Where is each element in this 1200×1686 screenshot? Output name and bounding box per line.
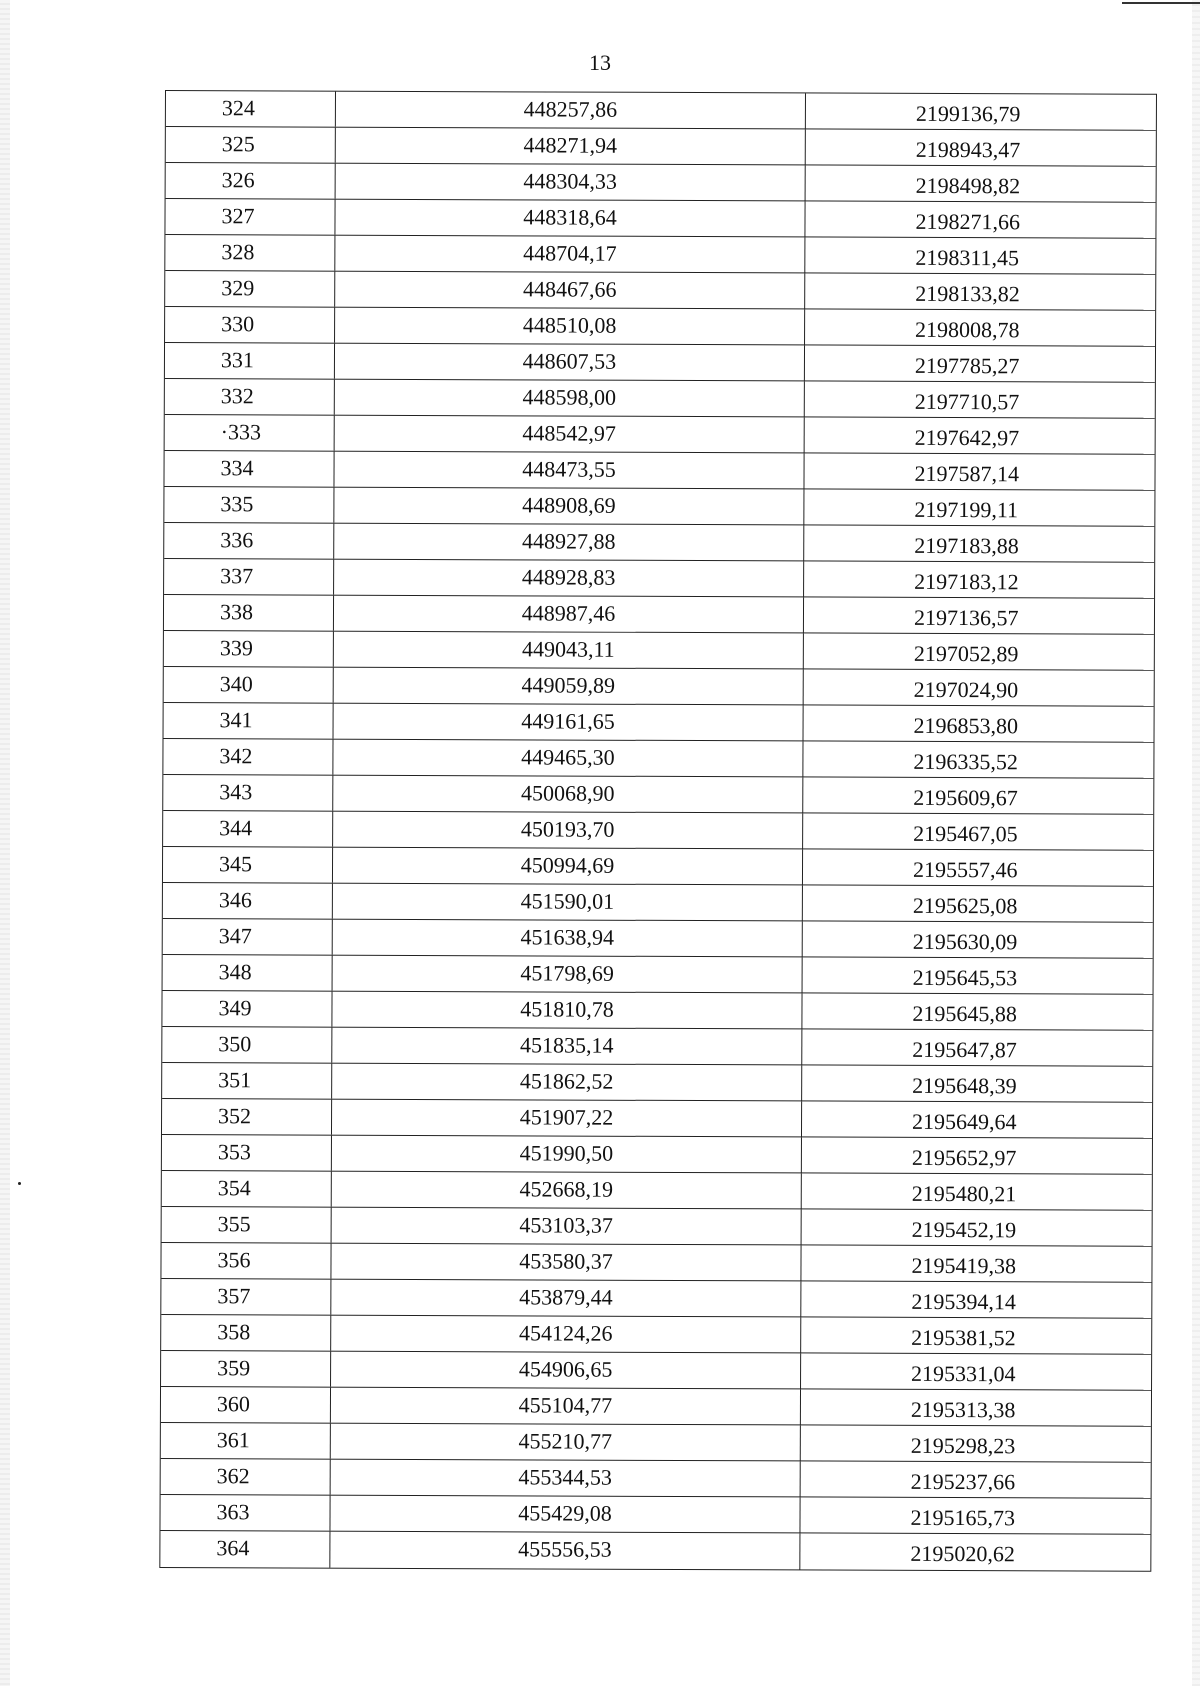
x-coordinate-cell: 455556,53 — [330, 1532, 800, 1570]
y-coordinate-cell: 2195609,67 — [913, 784, 1018, 811]
point-number-cell: 352 — [162, 1099, 332, 1135]
x-coordinate-cell: 451862,52 — [332, 1064, 802, 1101]
table-row — [164, 487, 1154, 527]
table-row — [163, 955, 1153, 995]
scan-edge-right — [1192, 0, 1200, 1686]
point-number-cell: 348 — [163, 955, 333, 991]
x-coordinate-cell: 448908,69 — [334, 488, 804, 525]
y-coordinate-cell: 2197710,57 — [914, 388, 1020, 415]
table-row — [163, 919, 1153, 959]
y-coordinate-cell: 2199136,79 — [915, 100, 1021, 127]
table-row — [162, 991, 1152, 1031]
y-coordinate-cell: 2198271,66 — [915, 208, 1021, 235]
table-row — [164, 559, 1154, 599]
point-number-cell: 361 — [161, 1423, 331, 1459]
y-coordinate-cell: 2196335,52 — [913, 748, 1018, 775]
point-number-cell: 329 — [165, 271, 335, 307]
table-row — [162, 1027, 1152, 1067]
x-coordinate-cell: 454906,65 — [331, 1352, 801, 1389]
x-coordinate-cell: 448271,94 — [336, 128, 806, 165]
y-coordinate-cell: 2196853,80 — [913, 712, 1019, 739]
point-number-cell: 357 — [161, 1279, 331, 1315]
x-coordinate-cell: 451907,22 — [332, 1100, 802, 1137]
table-row — [161, 1279, 1151, 1319]
x-coordinate-cell: 448257,86 — [336, 92, 806, 129]
x-coordinate-cell: 448510,08 — [335, 308, 805, 345]
point-number-cell: 354 — [162, 1171, 332, 1207]
point-number-cell: 344 — [163, 811, 333, 847]
y-coordinate-cell: 2197587,14 — [914, 460, 1020, 487]
table-row — [165, 379, 1155, 419]
x-coordinate-cell: 448987,46 — [334, 596, 804, 633]
y-coordinate-cell: 2195625,08 — [912, 892, 1018, 919]
y-coordinate-cell: 2198498,82 — [915, 172, 1021, 199]
point-number-cell: 337 — [164, 559, 334, 595]
table-row — [165, 415, 1155, 455]
y-coordinate-cell: 2198311,45 — [915, 244, 1020, 271]
top-edge-rule — [1122, 2, 1200, 4]
x-coordinate-cell: 448928,83 — [334, 560, 804, 597]
x-coordinate-cell: 452668,19 — [332, 1172, 802, 1209]
point-number-cell: 351 — [162, 1063, 332, 1099]
point-number-cell: 356 — [161, 1243, 331, 1279]
y-coordinate-cell: 2198943,47 — [915, 136, 1021, 163]
point-number-cell: 353 — [162, 1135, 332, 1171]
scan-speck — [18, 1182, 21, 1185]
point-number-cell: 331 — [165, 343, 335, 379]
table-row — [161, 1387, 1151, 1427]
y-coordinate-cell: 2195298,23 — [910, 1432, 1016, 1459]
y-coordinate-cell: 2195645,53 — [912, 964, 1018, 991]
table-row — [166, 127, 1156, 167]
point-number-cell: 347 — [163, 919, 333, 955]
point-number-cell: 345 — [163, 847, 333, 883]
x-coordinate-cell: 448318,64 — [335, 200, 805, 237]
x-coordinate-cell: 455429,08 — [330, 1496, 800, 1533]
point-number-cell: 336 — [164, 523, 334, 559]
point-number-cell: ·333 — [165, 415, 335, 451]
table-row — [165, 343, 1155, 383]
x-coordinate-cell: 451990,50 — [332, 1136, 802, 1173]
x-coordinate-cell: 455210,77 — [331, 1424, 801, 1461]
table-row — [161, 1315, 1151, 1355]
point-number-cell: 349 — [162, 991, 332, 1027]
table-row — [162, 1099, 1152, 1139]
y-coordinate-cell: 2195480,21 — [911, 1180, 1017, 1207]
point-number-cell: 328 — [165, 235, 335, 271]
point-number-cell: 335 — [164, 487, 334, 523]
x-coordinate-cell: 454124,26 — [331, 1316, 801, 1353]
table-row — [163, 739, 1153, 779]
point-number-cell: 358 — [161, 1315, 331, 1351]
y-coordinate-cell: 2195645,88 — [912, 1000, 1018, 1027]
x-coordinate-cell: 453103,37 — [332, 1208, 802, 1245]
y-coordinate-cell: 2195165,73 — [910, 1504, 1016, 1531]
y-coordinate-cell: 2197024,90 — [913, 676, 1019, 703]
y-coordinate-cell: 2195557,46 — [912, 856, 1018, 883]
table-row — [162, 1063, 1152, 1103]
table-row — [165, 199, 1155, 239]
x-coordinate-cell: 450994,69 — [333, 848, 803, 885]
table-row — [160, 1531, 1150, 1571]
x-coordinate-cell: 448467,66 — [335, 272, 805, 309]
table-row — [166, 163, 1156, 203]
x-coordinate-cell: 448542,97 — [335, 416, 805, 453]
table-row — [162, 1171, 1152, 1211]
x-coordinate-cell: 450068,90 — [333, 776, 803, 813]
table-row — [165, 307, 1155, 347]
point-number-cell: 324 — [166, 91, 336, 127]
page-number: 13 — [589, 50, 611, 75]
x-coordinate-cell: 448607,53 — [335, 344, 805, 381]
y-coordinate-cell: 2195419,38 — [911, 1252, 1017, 1279]
x-coordinate-cell: 448598,00 — [335, 380, 805, 417]
x-coordinate-cell: 455104,77 — [331, 1388, 801, 1425]
point-number-cell: 326 — [166, 163, 336, 199]
x-coordinate-cell: 448927,88 — [334, 524, 804, 561]
x-coordinate-cell: 448704,17 — [335, 236, 805, 273]
x-coordinate-cell: 448473,55 — [334, 452, 804, 489]
point-number-cell: 364 — [160, 1531, 330, 1568]
y-coordinate-cell: 2195331,04 — [911, 1360, 1016, 1387]
table-row — [166, 91, 1156, 131]
table-row — [164, 631, 1154, 671]
point-number-cell: 362 — [161, 1459, 331, 1495]
table-row — [161, 1243, 1151, 1283]
table-row — [163, 847, 1153, 887]
y-coordinate-cell: 2195020,62 — [910, 1540, 1015, 1567]
x-coordinate-cell: 453580,37 — [331, 1244, 801, 1281]
y-coordinate-cell: 2195467,05 — [913, 820, 1018, 847]
table-row — [164, 523, 1154, 563]
coordinates-table — [159, 90, 1157, 1572]
y-coordinate-cell: 2195381,52 — [911, 1324, 1016, 1351]
y-coordinate-cell: 2197785,27 — [914, 352, 1020, 379]
table-row — [164, 703, 1154, 743]
table-row — [162, 1207, 1152, 1247]
table-row — [161, 1423, 1151, 1463]
y-coordinate-cell: 2195652,97 — [911, 1144, 1017, 1171]
point-number-cell: 346 — [163, 883, 333, 919]
table-row — [161, 1351, 1151, 1391]
y-coordinate-cell: 2195630,09 — [912, 928, 1018, 955]
x-coordinate-cell: 449465,30 — [333, 740, 803, 777]
y-coordinate-cell: 2195394,14 — [911, 1288, 1016, 1315]
x-coordinate-cell: 455344,53 — [331, 1460, 801, 1497]
x-coordinate-cell: 448304,33 — [336, 164, 806, 201]
y-coordinate-cell: 2197642,97 — [914, 424, 1020, 451]
table-row — [162, 1135, 1152, 1175]
point-number-cell: 355 — [162, 1207, 332, 1243]
y-coordinate-cell: 2197199,11 — [914, 496, 1019, 523]
y-coordinate-cell: 2198133,82 — [915, 280, 1020, 307]
point-number-cell: 363 — [160, 1495, 330, 1531]
point-number-cell: 350 — [162, 1027, 332, 1063]
point-number-cell: 360 — [161, 1387, 331, 1423]
x-coordinate-cell: 453879,44 — [331, 1280, 801, 1317]
table-row — [163, 883, 1153, 923]
y-coordinate-cell: 2195452,19 — [911, 1216, 1017, 1243]
table-row — [165, 271, 1155, 311]
y-coordinate-cell: 2195313,38 — [910, 1396, 1016, 1423]
y-coordinate-cell: 2195649,64 — [911, 1108, 1017, 1135]
table-row — [165, 235, 1155, 275]
y-coordinate-cell: 2198008,78 — [915, 316, 1020, 343]
table-row — [161, 1459, 1151, 1499]
y-coordinate-cell: 2197052,89 — [913, 640, 1019, 667]
x-coordinate-cell: 451590,01 — [333, 884, 803, 921]
point-number-cell: 343 — [163, 775, 333, 811]
table-row — [160, 1495, 1150, 1535]
point-number-cell: 334 — [164, 451, 334, 487]
point-number-cell: 325 — [166, 127, 336, 163]
y-coordinate-cell: 2195237,66 — [910, 1468, 1016, 1495]
point-number-cell: 330 — [165, 307, 335, 343]
table-row — [163, 775, 1153, 815]
x-coordinate-cell: 451810,78 — [332, 992, 802, 1029]
point-number-cell: 359 — [161, 1351, 331, 1387]
point-number-cell: 332 — [165, 379, 335, 415]
point-number-cell: 327 — [165, 199, 335, 235]
x-coordinate-cell: 449059,89 — [334, 668, 804, 705]
point-number-cell: 338 — [164, 595, 334, 631]
table-row — [163, 811, 1153, 851]
y-coordinate-cell: 2197136,57 — [913, 604, 1019, 631]
x-coordinate-cell: 449043,11 — [334, 632, 804, 669]
point-number-cell: 340 — [164, 667, 334, 703]
scan-edge-left — [0, 0, 10, 1686]
y-coordinate-cell: 2195648,39 — [912, 1072, 1017, 1099]
table-row — [164, 451, 1154, 491]
x-coordinate-cell: 451798,69 — [333, 956, 803, 993]
table-row — [164, 595, 1154, 635]
x-coordinate-cell: 451835,14 — [332, 1028, 802, 1065]
point-number-cell: 339 — [164, 631, 334, 667]
y-coordinate-cell: 2197183,88 — [914, 532, 1019, 559]
x-coordinate-cell: 449161,65 — [334, 704, 804, 741]
y-coordinate-cell: 2197183,12 — [914, 568, 1019, 595]
x-coordinate-cell: 451638,94 — [333, 920, 803, 957]
table-row — [164, 667, 1154, 707]
x-coordinate-cell: 450193,70 — [333, 812, 803, 849]
point-number-cell: 341 — [164, 703, 334, 739]
y-coordinate-cell: 2195647,87 — [912, 1036, 1017, 1063]
point-number-cell: 342 — [163, 739, 333, 775]
